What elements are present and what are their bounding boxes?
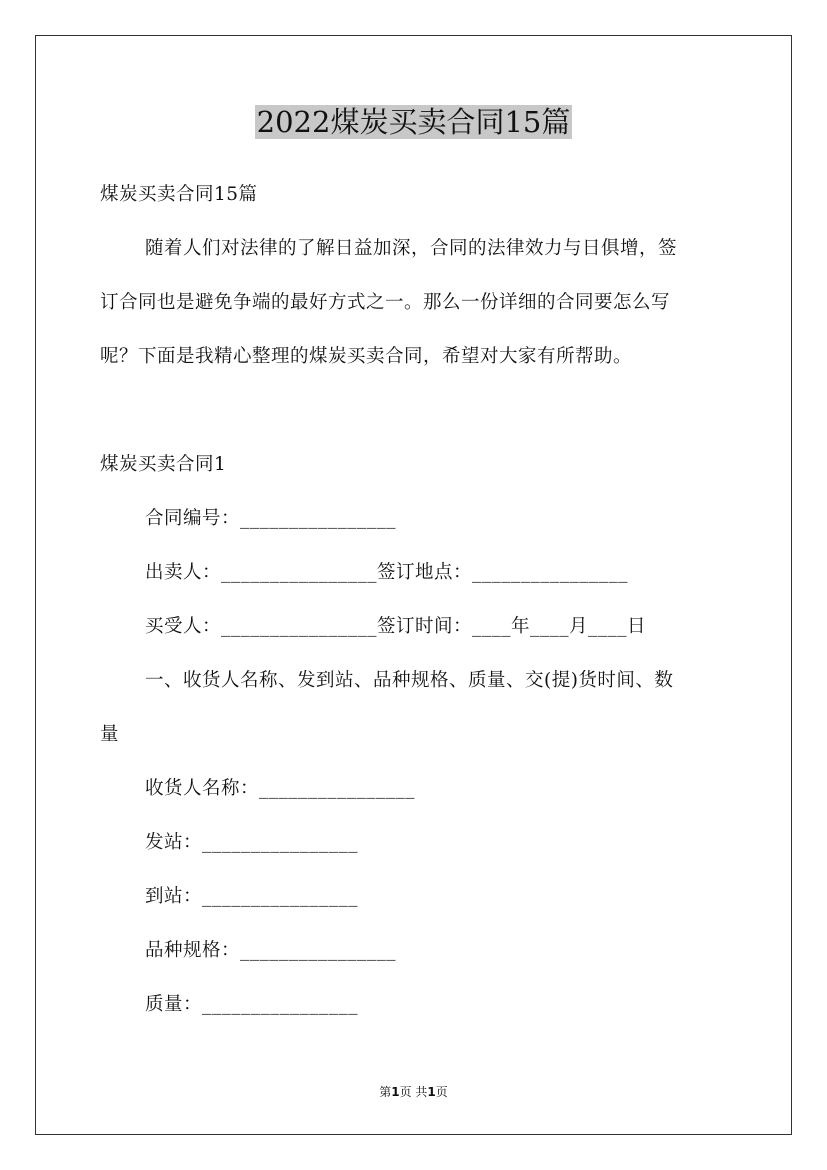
footer-page-number: 1: [391, 1085, 400, 1099]
contract-number-field: 合同编号：________________: [145, 508, 397, 529]
departure-station-field: 发站：________________: [145, 832, 359, 853]
footer-page-suffix: 页 共: [399, 1085, 428, 1099]
quality-field: 质量：________________: [145, 994, 359, 1015]
document-title-text: 2022煤炭买卖合同15篇: [256, 105, 571, 139]
intro-line-1: 随着人们对法律的了解日益加深，合同的法律效力与日俱增，签: [145, 238, 678, 259]
intro-line-2: 订合同也是避免争端的最好方式之一。那么一份详细的合同要怎么写: [100, 292, 671, 313]
footer-total-pages: 1: [427, 1085, 436, 1099]
footer-total-suffix: 页: [435, 1085, 448, 1099]
variety-spec-field: 品种规格：________________: [145, 940, 397, 961]
buyer-field: 买受人：________________签订时间：____年____月____日: [145, 616, 647, 637]
footer-page-prefix: 第: [379, 1085, 392, 1099]
consignee-field: 收货人名称：________________: [145, 778, 416, 799]
document-title: [0, 100, 827, 144]
intro-line-3: 呢？下面是我精心整理的煤炭买卖合同，希望对大家有所帮助。: [100, 346, 633, 367]
subtitle: 煤炭买卖合同15篇: [100, 184, 258, 205]
section-heading: 煤炭买卖合同1: [100, 454, 227, 475]
clause-1-line-1: 一、收货人名称、发到站、品种规格、质量、交(提)货时间、数: [145, 670, 674, 691]
clause-1-line-2: 量: [100, 724, 120, 745]
page-footer: [0, 1082, 827, 1102]
seller-field: 出卖人：________________签订地点：________________: [145, 562, 629, 583]
arrival-station-field: 到站：________________: [145, 886, 359, 907]
